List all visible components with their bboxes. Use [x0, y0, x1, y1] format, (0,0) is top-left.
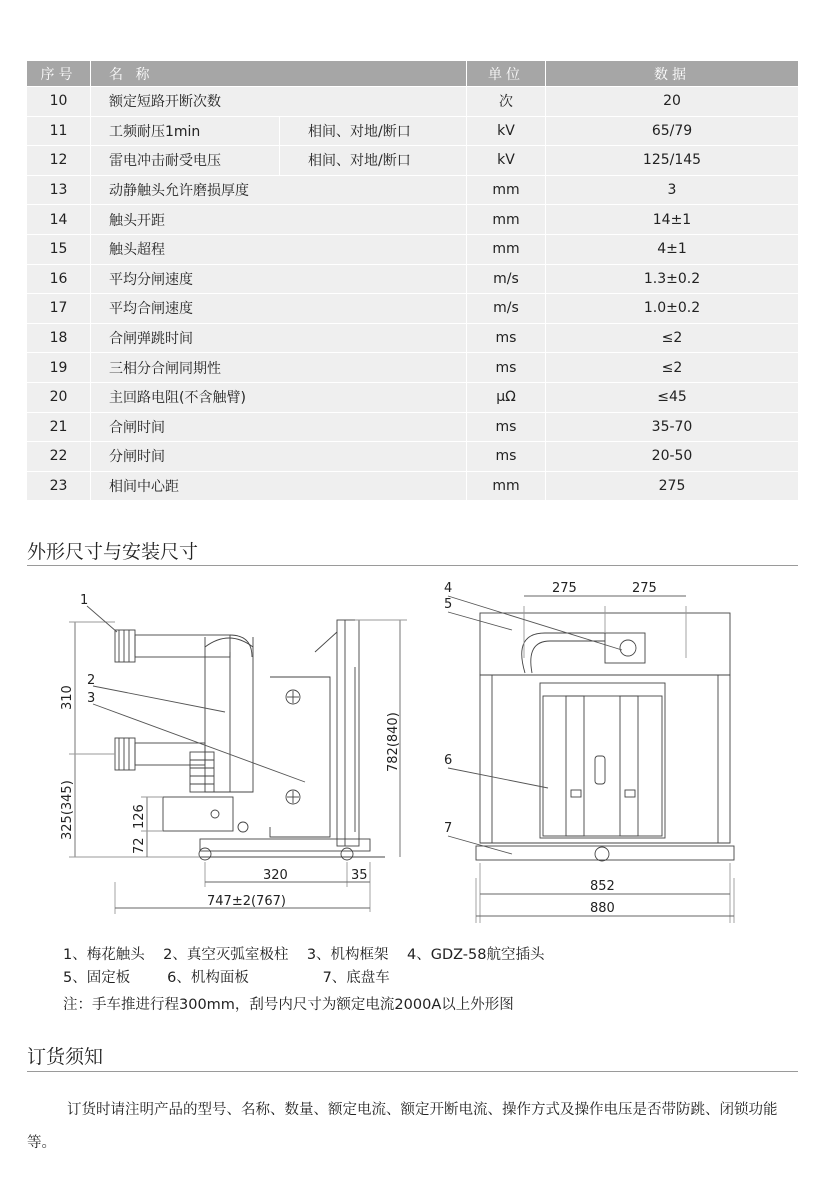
table-row: [27, 412, 798, 442]
row-no: 20: [27, 382, 91, 412]
row-name: 触头开距: [91, 205, 467, 235]
row-unit: mm: [467, 175, 546, 205]
dim-320: 320: [263, 868, 288, 883]
label-3: 3: [87, 691, 96, 706]
row-unit: ms: [467, 323, 546, 353]
row-no: 14: [27, 205, 91, 235]
dim-72: 72: [132, 837, 147, 854]
row-value: 4±1: [546, 234, 799, 264]
label-7: 7: [444, 821, 453, 836]
row-no: 18: [27, 323, 91, 353]
dim-126: 126: [132, 804, 147, 829]
row-unit: ms: [467, 442, 546, 472]
table-row: [27, 353, 798, 383]
header-no: 序号: [27, 61, 91, 87]
row-name: 平均分闸速度: [91, 264, 467, 294]
table-row: [27, 205, 798, 235]
row-value: 125/145: [546, 146, 799, 176]
table-row: [27, 442, 798, 472]
row-value: 35-70: [546, 412, 799, 442]
row-value: ≤45: [546, 382, 799, 412]
label-6: 6: [444, 753, 453, 768]
spec-table: [27, 61, 798, 500]
dim-880: 880: [590, 901, 615, 916]
row-name: 工频耐压1min: [91, 116, 280, 146]
legend-line-1: 1、梅花触头 2、真空灭弧室极柱 3、机构框架 4、GDZ-58航空插头: [63, 947, 545, 963]
row-value: ≤2: [546, 353, 799, 383]
row-value: 3: [546, 175, 799, 205]
label-1: 1: [80, 593, 89, 608]
table-row: [27, 471, 798, 500]
row-no: 22: [27, 442, 91, 472]
side-view-drawing: [55, 592, 425, 922]
label-5: 5: [444, 597, 453, 612]
row-name: 额定短路开断次数: [91, 87, 467, 117]
row-name: 三相分合闸同期性: [91, 353, 467, 383]
front-view-drawing: [440, 578, 740, 923]
ordering-text: 订货时请注明产品的型号、名称、数量、额定电流、额定开断电流、操作方式及操作电压是否带防跳、闭锁功能等。: [27, 1102, 778, 1151]
row-unit: m/s: [467, 294, 546, 324]
row-no: 16: [27, 264, 91, 294]
table-row: [27, 116, 798, 146]
legend-line-2: 5、固定板 6、机构面板 7、底盘车: [63, 970, 390, 986]
row-no: 11: [27, 116, 91, 146]
row-value: 1.3±0.2: [546, 264, 799, 294]
row-unit: mm: [467, 471, 546, 500]
section-title-dimensions: 外形尺寸与安装尺寸: [27, 541, 199, 563]
row-name: 分闸时间: [91, 442, 467, 472]
row-value: 14±1: [546, 205, 799, 235]
row-unit: m/s: [467, 264, 546, 294]
row-no: 12: [27, 146, 91, 176]
dim-782: 782(840): [386, 712, 401, 772]
table-row: [27, 175, 798, 205]
row-name: 动静触头允许磨损厚度: [91, 175, 467, 205]
row-unit: ms: [467, 412, 546, 442]
header-value: 数据: [546, 61, 799, 87]
table-header-row: [27, 61, 798, 87]
row-no: 15: [27, 234, 91, 264]
row-unit: 次: [467, 87, 546, 117]
label-4: 4: [444, 581, 453, 596]
table-row: [27, 264, 798, 294]
row-no: 10: [27, 87, 91, 117]
row-name: 雷电冲击耐受电压: [91, 146, 280, 176]
legend-note: 注：手车推进行程300mm，刮号内尺寸为额定电流2000A以上外形图: [63, 997, 514, 1013]
section-title-ordering: 订货须知: [27, 1046, 104, 1068]
dim-747: 747±2(767): [207, 894, 286, 909]
row-value: 275: [546, 471, 799, 500]
dim-310: 310: [60, 685, 75, 710]
row-unit: mm: [467, 205, 546, 235]
dim-275-right: 275: [632, 581, 657, 596]
row-condition: 相间、对地/断口: [280, 146, 467, 176]
row-value: 20-50: [546, 442, 799, 472]
row-no: 13: [27, 175, 91, 205]
row-value: 1.0±0.2: [546, 294, 799, 324]
row-name: 平均合闸速度: [91, 294, 467, 324]
row-no: 17: [27, 294, 91, 324]
table-row: [27, 294, 798, 324]
row-name: 触头超程: [91, 234, 467, 264]
table-row: [27, 382, 798, 412]
row-name: 主回路电阻(不含触臂): [91, 382, 467, 412]
row-no: 19: [27, 353, 91, 383]
row-name: 合闸时间: [91, 412, 467, 442]
header-unit: 单位: [467, 61, 546, 87]
row-condition: 相间、对地/断口: [280, 116, 467, 146]
row-value: ≤2: [546, 323, 799, 353]
table-row: [27, 146, 798, 176]
header-name: 名 称: [91, 61, 467, 87]
row-value: 65/79: [546, 116, 799, 146]
table-row: [27, 234, 798, 264]
dim-35: 35: [351, 868, 368, 883]
row-value: 20: [546, 87, 799, 117]
section-divider: [27, 1071, 798, 1072]
table-row: [27, 323, 798, 353]
dim-325: 325(345): [60, 780, 75, 840]
row-no: 21: [27, 412, 91, 442]
dim-852: 852: [590, 879, 615, 894]
row-unit: ms: [467, 353, 546, 383]
section-divider: [27, 565, 798, 566]
row-unit: μΩ: [467, 382, 546, 412]
row-no: 23: [27, 471, 91, 500]
row-unit: mm: [467, 234, 546, 264]
label-2: 2: [87, 673, 96, 688]
row-name: 相间中心距: [91, 471, 467, 500]
dim-275-left: 275: [552, 581, 577, 596]
row-unit: kV: [467, 116, 546, 146]
row-name: 合闸弹跳时间: [91, 323, 467, 353]
table-row: [27, 87, 798, 117]
row-unit: kV: [467, 146, 546, 176]
